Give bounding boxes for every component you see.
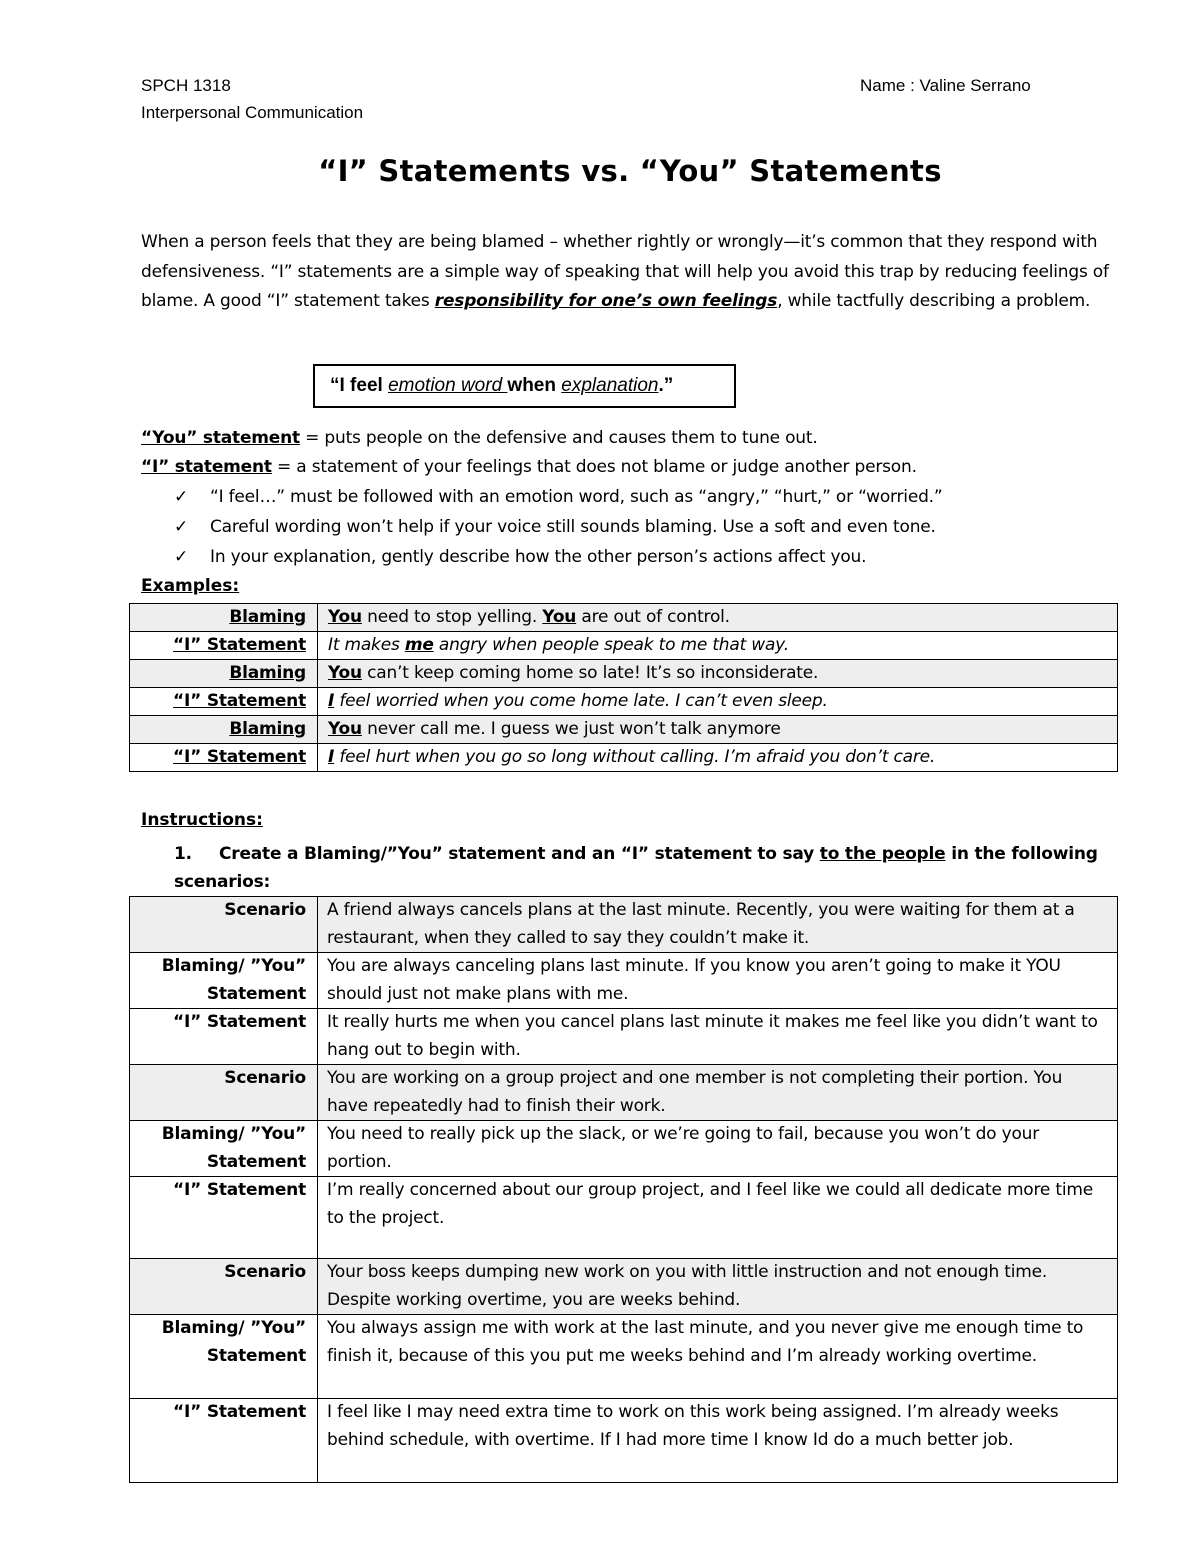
scenarios-table [129,896,1118,1483]
table-row [130,716,1118,744]
example-text [318,632,1118,660]
definition-i-statement [141,455,917,479]
scenario-text: You are always canceling plans last minute. If you know you aren’t going to make it YOU should just not make plans with me. [318,953,1118,1009]
scenario-text: You always assign me with work at the last minute, and you never give me enough time to finish it, because of this you put me weeks behind and I’m already working overtime. [318,1315,1118,1399]
table-row [130,897,1118,953]
example-text [318,716,1118,744]
definition-text: = puts people on the defensive and causes them to tune out. [299,428,818,448]
checkmark-icon: ✓ [174,487,189,507]
example-text [318,688,1118,716]
formula-part-5: .” [658,375,674,396]
formula-explanation: explanation [561,375,659,396]
scenario-text: I feel like I may need extra time to work on this work being assigned. I’m already weeks behind schedule, with overtime. If I had more time I know Id do a much better job. [318,1399,1118,1483]
instruction-text-before: Create a Blaming/”You” statement and an “I” statement to say [219,844,820,864]
example-label: “I” Statement [130,688,318,716]
definition-you-statement [141,426,818,450]
example-rest: are out of control. [576,607,730,627]
example-lead: You [542,607,577,627]
scenario-text: It really hurts me when you cancel plans last minute it makes me feel like you didn’t want to hang out to begin with. [318,1009,1118,1065]
example-label: Blaming [130,604,318,632]
example-lead: You [328,607,362,627]
scenario-label: Scenario [130,897,318,953]
scenario-label: Blaming/ ”You” Statement [130,1121,318,1177]
instruction-text-after: in the following scenarios: [174,844,1098,892]
formula-box [313,364,736,408]
intro-emphasis: responsibility for one’s own feelings [434,291,778,311]
scenario-label: Blaming/ ”You” Statement [130,953,318,1009]
example-label: Blaming [130,716,318,744]
table-row [130,632,1118,660]
table-row [130,744,1118,772]
table-row [130,1315,1118,1399]
tip-item [174,515,936,539]
example-lead: You [328,719,362,739]
instruction-emphasis: to the people [819,844,946,864]
example-rest: feel worried when you come home late. I can’t even sleep. [334,691,828,711]
definition-term: “I” statement [141,457,272,477]
examples-heading: Examples: [141,576,240,596]
table-row [130,1259,1118,1315]
scenario-text: You are working on a group project and one member is not completing their portion. You have repeatedly had to finish their work. [318,1065,1118,1121]
scenario-label: Scenario [130,1259,318,1315]
scenario-text: Your boss keeps dumping new work on you with little instruction and not enough time. Despite working overtime, you are weeks behind. [318,1259,1118,1315]
example-label: “I” Statement [130,632,318,660]
scenario-label: “I” Statement [130,1177,318,1259]
formula-part-3: when [507,375,562,396]
table-row [130,1121,1118,1177]
example-text [318,604,1118,632]
example-rest: angry when people speak to me that way. [433,635,789,655]
scenario-text: I’m really concerned about our group project, and I feel like we could all dedicate more time to the project. [318,1177,1118,1259]
definition-text: = a statement of your feelings that does not blame or judge another person. [271,457,917,477]
example-rest: feel hurt when you go so long without calling. I’m afraid you don’t care. [334,747,936,767]
scenario-label: Blaming/ ”You” Statement [130,1315,318,1399]
instruction-number: 1. [174,844,192,864]
formula-emotion-word: emotion word [388,375,508,396]
example-rest: can’t keep coming home so late! It’s so inconsiderate. [361,663,819,683]
definition-term: “You” statement [141,428,300,448]
scenario-label: “I” Statement [130,1009,318,1065]
checkmark-icon: ✓ [174,547,189,567]
tip-item [174,485,943,509]
example-text [318,744,1118,772]
examples-table [129,603,1118,772]
name-label: Name [860,76,906,95]
scenario-text: You need to really pick up the slack, or we’re going to fail, because you won’t do your portion. [318,1121,1118,1177]
course-subject: Interpersonal Communication [141,103,364,122]
example-label: Blaming [130,660,318,688]
table-row [130,1399,1118,1483]
table-row [130,604,1118,632]
scenario-text: A friend always cancels plans at the last minute. Recently, you were waiting for them at a restaurant, when they called to say they couldn’t make it. [318,897,1118,953]
example-text [318,660,1118,688]
course-code: SPCH 1318 [141,76,231,95]
intro-paragraph [141,228,1126,317]
example-lead: I [328,747,335,767]
name-value: : Valine Serrano [910,76,1031,95]
example-pre: It makes [328,635,405,655]
tip-text: “I feel…” must be followed with an emotion word, such as “angry,” “hurt,” or “worried.” [210,487,943,507]
instruction-item [174,840,1112,896]
table-row [130,660,1118,688]
checkmark-icon: ✓ [174,517,189,537]
example-lead: I [328,691,335,711]
table-row [130,1009,1118,1065]
table-row [130,953,1118,1009]
tip-text: Careful wording won’t help if your voice still sounds blaming. Use a soft and even tone. [210,517,936,537]
intro-text-before: When a person feels that they are being blamed – whether rightly or wrongly—it’s common that they respond with defensiveness. “I” statements are a simple way of speaking that will help you avoid this trap by reducing feelings of blame. A good “I” statement takes [141,232,1109,311]
instructions-heading: Instructions: [141,810,263,830]
example-rest: need to stop yelling. [361,607,543,627]
student-name [860,74,1031,98]
tip-text: In your explanation, gently describe how the other person’s actions affect you. [210,547,867,567]
formula-part-1: “I feel [330,375,389,396]
example-label: “I” Statement [130,744,318,772]
table-row [130,688,1118,716]
table-row [130,1065,1118,1121]
scenario-label: Scenario [130,1065,318,1121]
tip-item [174,545,866,569]
example-rest: never call me. I guess we just won’t talk anymore [361,719,781,739]
intro-text-after: , while tactfully describing a problem. [777,291,1091,311]
page-title: “I” Statements vs. “You” Statements [318,154,942,188]
scenario-label: “I” Statement [130,1399,318,1483]
table-row [130,1177,1118,1259]
example-lead: me [404,635,434,655]
example-lead: You [328,663,362,683]
